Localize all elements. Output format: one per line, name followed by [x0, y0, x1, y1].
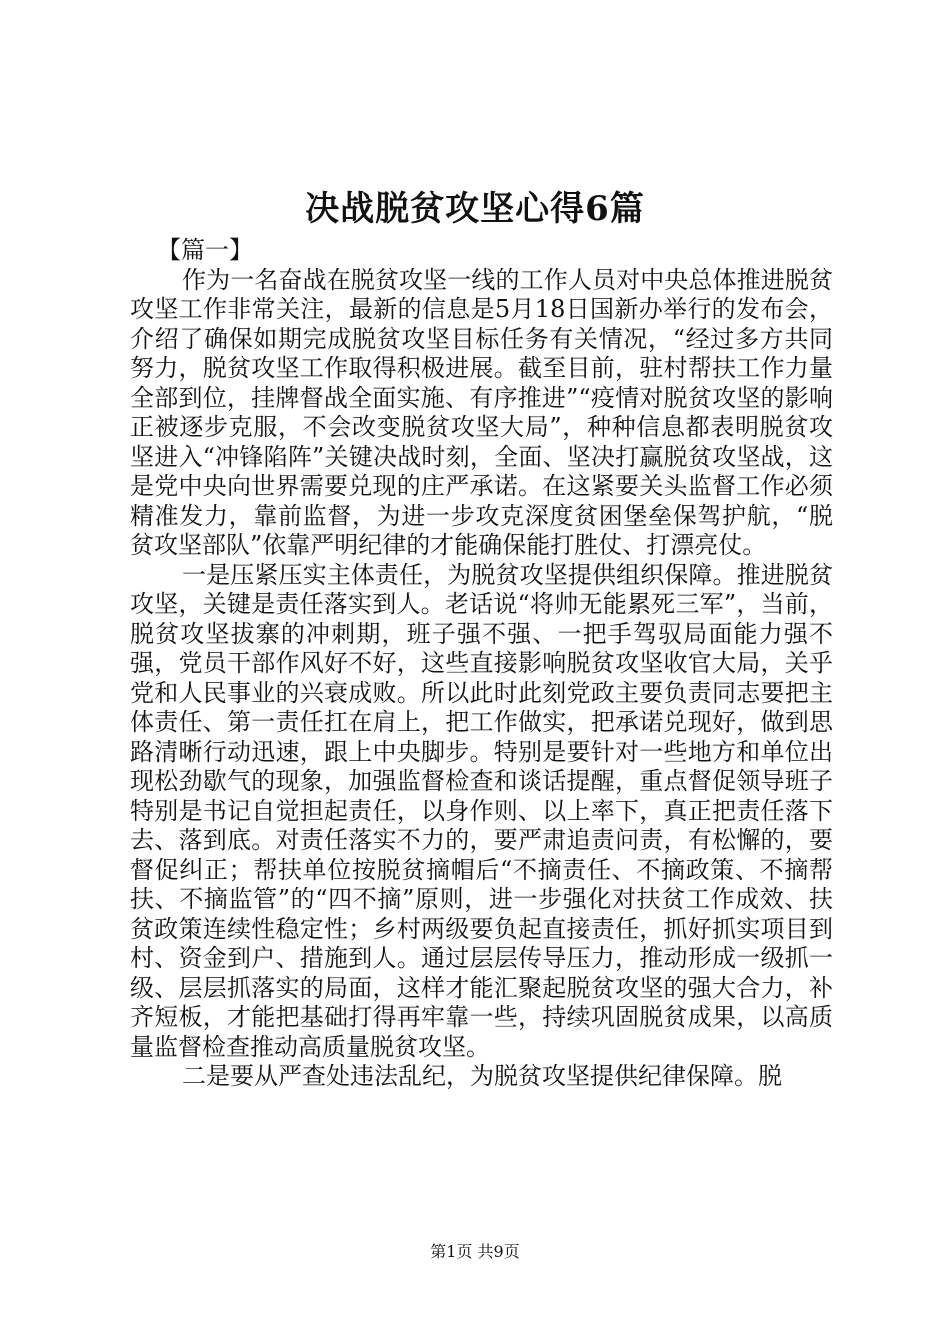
paragraph-point-one: 一是压紧压实主体责任，为脱贫攻坚提供组织保障。推进脱贫攻坚，关键是责任落实到人。老话说“将帅无能累死三军”，当前，脱贫攻坚拔寨的冲刺期，班子强不强、一把手驾驭局面能力强不强，党员干部作风好不好，这些直接影响脱贫攻坚收官大局，关乎党和人民事业的兴衰成败。所以此时此刻党政主要负责同志要把主体责任、第一责任扛在肩上，把工作做实，把承诺兑现好，做到思路清晰行动迅速，跟上中央脚步。特别是要针对一些地方和单位出现松劲歇气的现象，加强监督检查和谈话提醒，重点督促领导班子特别是书记自觉担起责任，以身作则、以上率下，真正把责任落下去、落到底。对责任落实不力的，要严肃追责问责，有松懈的，要督促纠正；帮扶单位按脱贫摘帽后“不摘责任、不摘政策、不摘帮扶、不摘监管”的“四不摘”原则，进一步强化对扶贫工作成效、扶贫政策连续性稳定性；乡村两级要负起直接责任，抓好抓实项目到村、资金到户、措施到人。通过层层传导压力，推动形成一级抓一级、层层抓落实的局面，这样才能汇聚起脱贫攻坚的强大合力，补齐短板，才能把基础打得再牢靠一些，持续巩固脱贫成果，以高质量监督检查推动高质量脱贫攻坚。 [130, 560, 833, 1061]
document-body [130, 236, 833, 1092]
document-title: 决战脱贫攻坚心得6篇 [305, 189, 645, 229]
page-footer: 第1页 共9页 [430, 1242, 520, 1261]
paragraph-intro: 作为一名奋战在脱贫攻坚一线的工作人员对中央总体推进脱贫攻坚工作非常关注，最新的信息是5月18日国新办举行的发布会，介绍了确保如期完成脱贫攻坚目标任务有关情况，“经过多方共同努力，脱贫攻坚工作取得积极进展。截至目前，驻村帮扶工作力量全部到位，挂牌督战全面实施、有序推进”“疫情对脱贫攻坚的影响正被逐步克服，不会改变脱贫攻坚大局”，种种信息都表明脱贫攻坚进入“冲锋陷阵”关键决战时刻，全面、坚决打赢脱贫攻坚战，这是党中央向世界需要兑现的庄严承诺。在这紧要关头监督工作必须精准发力，靠前监督，为进一步攻克深度贫困堡垒保驾护航，“脱贫攻坚部队”依靠严明纪律的才能确保能打胜仗、打漂亮仗。 [130, 265, 833, 559]
paragraph-point-two: 二是要从严查处违法乱纪，为脱贫攻坚提供纪律保障。脱 [182, 1062, 782, 1090]
section-heading: 【篇一】 [157, 236, 253, 264]
